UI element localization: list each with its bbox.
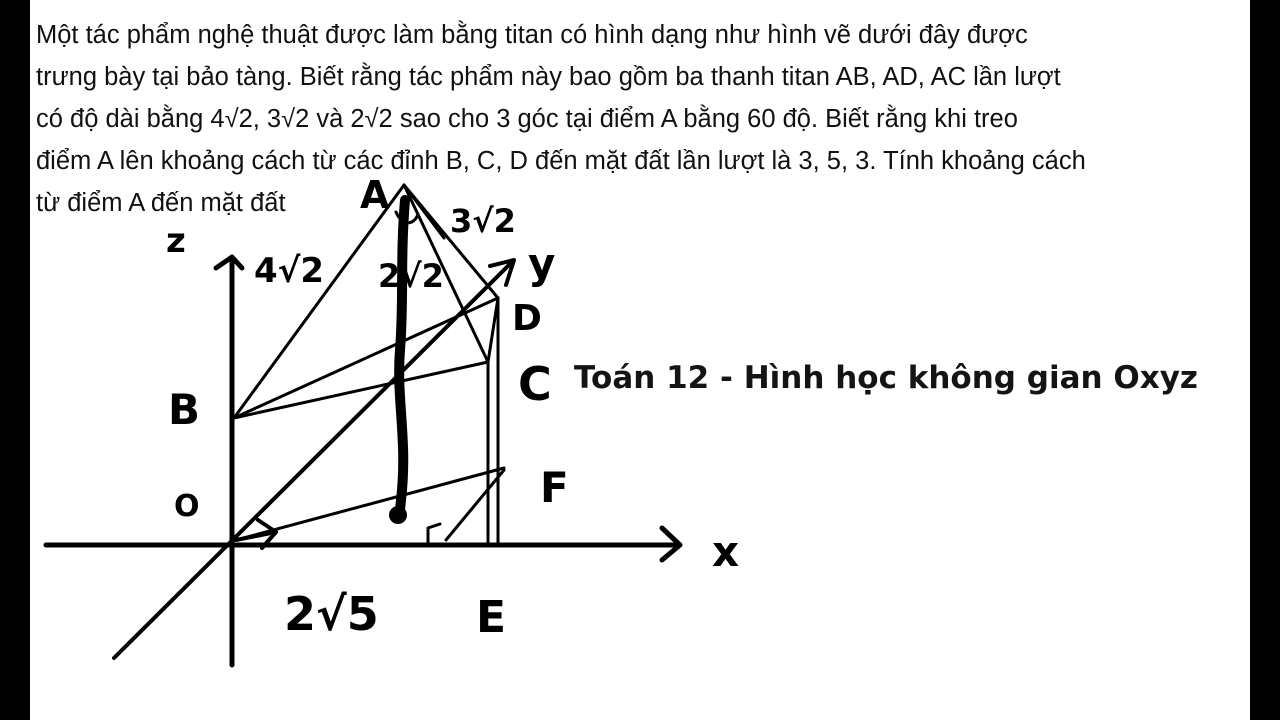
label-e: E [476, 592, 507, 643]
ground-point [389, 506, 407, 524]
height-from-a [399, 200, 405, 510]
segment-o-f [236, 468, 504, 540]
label-b: B [168, 385, 201, 434]
label-x: x [712, 527, 740, 576]
label-d: D [512, 298, 542, 339]
label-ac-length: 2√2 [378, 257, 444, 295]
problem-line: từ điểm A đến mặt đất [36, 189, 286, 217]
label-z: z [166, 221, 186, 261]
segment-e-mark [428, 524, 440, 545]
label-c: C [518, 357, 552, 411]
label-f: F [540, 463, 569, 512]
bar-ab [234, 185, 404, 418]
problem-line: điểm A lên khoảng cách từ các đỉnh B, C, D đến mặt đất lần lượt là 3, 5, 3. Tính khoảng cách [36, 147, 1086, 175]
z-axis-arrowhead [216, 257, 242, 268]
label-ab-length: 4√2 [254, 251, 324, 291]
label-oe-length: 2√5 [284, 587, 379, 641]
problem-line: Một tác phẩm nghệ thuật được làm bằng titan có hình dạng như hình vẽ dưới đây được [36, 21, 1028, 49]
label-a: A [360, 173, 390, 217]
label-y: y [528, 239, 556, 288]
label-o: O [174, 489, 200, 524]
course-subtitle: Toán 12 - Hình học không gian Oxyz [574, 360, 1198, 396]
problem-line: có độ dài bằng 4√2, 3√2 và 2√2 sao cho 3 góc tại điểm A bằng 60 độ. Biết rằng khi treo [36, 105, 1018, 133]
label-ad-length: 3√2 [450, 202, 516, 240]
segment-bd [234, 298, 498, 418]
problem-line: trưng bày tại bảo tàng. Biết rằng tác phẩm này bao gồm ba thanh titan AB, AD, AC lần lượt [36, 63, 1061, 91]
